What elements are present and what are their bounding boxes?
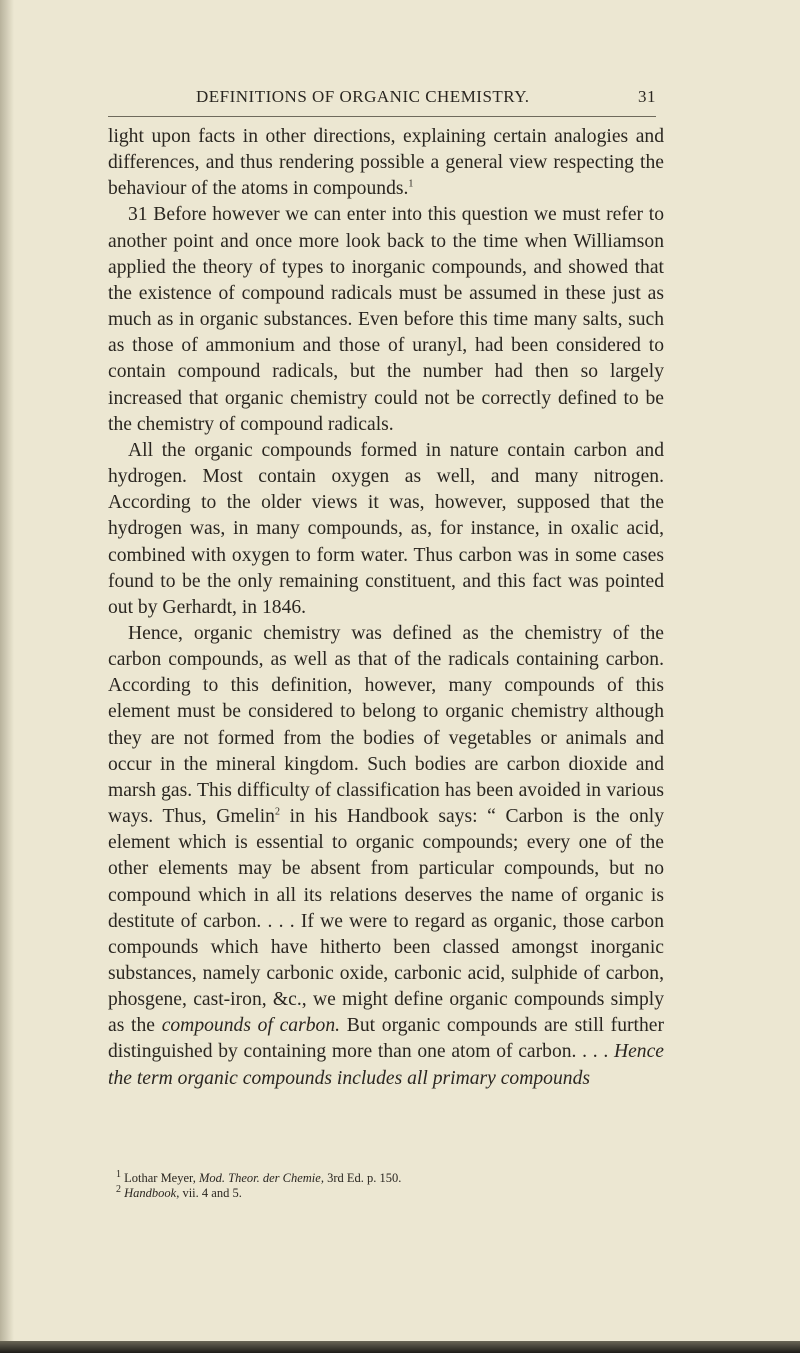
footnote-text: 3rd Ed. p. 150. xyxy=(323,1171,402,1185)
running-header xyxy=(196,87,656,111)
paragraph-text: light upon facts in other directions, explaining certain analogies and differences, and thus rendering possible a general view respecting the behaviour of the atoms in compounds. xyxy=(108,126,664,200)
italic-text: Hence the term organic compounds includes all primary compounds xyxy=(108,1041,664,1089)
footnote-mark: 2 xyxy=(116,1183,121,1195)
page-edge-shadow xyxy=(0,0,14,1353)
paragraph-text: Hence, organic chemistry was defined as the chemistry of the carbon compounds, as well as that of the radicals containing carbon. According to this definition, however, many compounds of this element must be considered to belong to organic chemistry although they are not formed from the bodies of vegetables or animals and occur in the mineral kingdom. Such bodies are carbon dioxide and marsh gas. This difficulty of classification has been avoided in various ways. Thus, Gmelin xyxy=(108,622,664,828)
page-bottom-edge xyxy=(0,1341,800,1353)
paragraph: 31 Before however we can enter into this question we must refer to another point and once more look back to the time when Williamson applied the theory of types to inorganic compounds, and showed that the existence of compound radicals must be assumed in these just as much as in organic substances. Even before this time many salts, such as those of ammonium and those of uranyl, had been considered to contain compound radicals, but the number had then so largely increased that organic chemistry could not be correctly defined to be the chemistry of compound radicals. xyxy=(108,204,664,435)
footnote-text: Lothar Meyer, xyxy=(121,1171,199,1185)
footnote-title: Handbook, xyxy=(121,1186,180,1200)
page-number: 31 xyxy=(638,87,656,106)
paragraph-text: But organic compounds are still further distinguished by containing more than one atom of carbon. . . . xyxy=(108,1015,664,1063)
footnote xyxy=(108,1168,664,1186)
body-text xyxy=(108,124,664,1092)
paragraph xyxy=(108,621,664,1092)
footnote-text: vii. 4 and 5. xyxy=(179,1186,242,1200)
footnote-ref: 1 xyxy=(408,178,414,190)
running-title: DEFINITIONS OF ORGANIC CHEMISTRY. xyxy=(196,87,530,106)
footnote-ref: 2 xyxy=(274,806,280,818)
footnote xyxy=(108,1183,664,1201)
footnote-mark: 1 xyxy=(116,1168,121,1180)
footnotes xyxy=(108,1168,664,1201)
italic-text: compounds of carbon. xyxy=(161,1015,341,1037)
header-rule xyxy=(108,116,656,117)
paragraph-text: in his Handbook says: “ Carbon is the only element which is essential to organic compounds; every one of the other elements may be absent from particular compounds, but no compound which in all its relations deserves the name of organic is destitute of carbon. . . . If we were to regard as organic, those carbon compounds which have hitherto been classed amongst inorganic substances, namely carbonic oxide, carbonic acid, sulphide of carbon, phosgene, cast-iron, &c., we might define organic compounds simply as the xyxy=(108,806,664,1037)
footnote-title: Mod. Theor. der Chemie, xyxy=(198,1171,324,1185)
paragraph: All the organic compounds formed in nature contain carbon and hydrogen. Most contain oxygen as well, and many nitrogen. According to the older views it was, however, supposed that the hydrogen was, in many compounds, as, for instance, in oxalic acid, combined with oxygen to form water. Thus carbon was in some cases found to be the only remaining constituent, and this fact was pointed out by Gerhardt, in 1846. xyxy=(108,439,664,618)
paragraph xyxy=(108,124,664,202)
